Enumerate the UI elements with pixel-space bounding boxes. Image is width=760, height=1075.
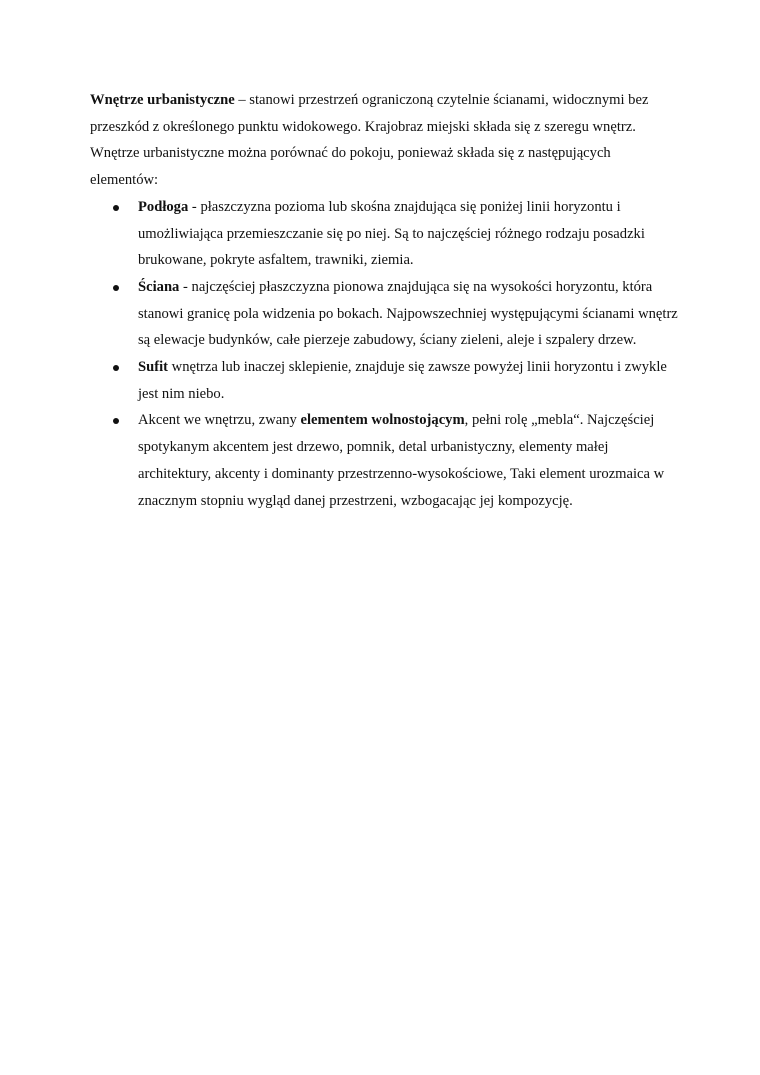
wall-text: - najczęściej płaszczyzna pionowa znajdująca się na wysokości horyzontu, która stanowi granicę pola widzenia po bokach. Najpowszechniej występującymi ścianami wnętrz są elewacje budynków, całe pierzeje zabudowy, ściany zieleni, aleje i szpalery drzew. (138, 278, 678, 349)
intro-definition: – stanowi przestrzeń ograniczoną czytelnie ścianami, widocznymi bez przeszkód z określonego punktu widokowego. Krajobraz miejski składa się z szeregu wnętrz. (90, 92, 649, 135)
bullet-icon (113, 365, 119, 371)
bullet-icon (113, 418, 119, 424)
list-item-floor (90, 194, 680, 274)
bullet-icon (113, 205, 119, 211)
floor-term: Podłoga (138, 198, 189, 215)
intro-comparison-paragraph: Wnętrze urbanistyczne można porównać do pokoju, ponieważ składa się z następujących elementów: (90, 145, 611, 189)
intro-term: Wnętrze urbanistyczne (90, 92, 235, 108)
elements-list (90, 194, 680, 514)
document-page (90, 87, 680, 514)
ceiling-term: Sufit (138, 359, 169, 376)
intro-definition-paragraph (90, 87, 680, 140)
list-item-wall (90, 274, 680, 354)
list-item-ceiling (90, 354, 680, 407)
accent-term: elementem wolnostojącym (300, 412, 465, 429)
bullet-icon (113, 285, 119, 291)
list-item-accent (90, 407, 680, 514)
accent-text: , pełni rolę „mebla“. Najczęściej spotykanym akcentem jest drzewo, pomnik, detal urbanistyczny, elementy małej architektury, akcenty i dominanty przestrzenno-wysokościowe, Taki element urozmaica w znacznym stopniu wygląd danej przestrzeni, wzbogacając jej kompozycję. (138, 412, 665, 509)
floor-text: - płaszczyzna pozioma lub skośna znajdująca się poniżej linii horyzontu i umożliwiająca przemieszczanie się po niej. Są to najczęściej różnego rodzaju posadzki brukowane, pokryte asfaltem, trawniki, ziemia. (138, 198, 645, 269)
wall-term: Ściana (138, 278, 180, 295)
ceiling-text: wnętrza lub inaczej sklepienie, znajduje się zawsze powyżej linii horyzontu i zwykle jest nim niebo. (138, 359, 667, 402)
accent-before: Akcent we wnętrzu, zwany (138, 412, 301, 429)
